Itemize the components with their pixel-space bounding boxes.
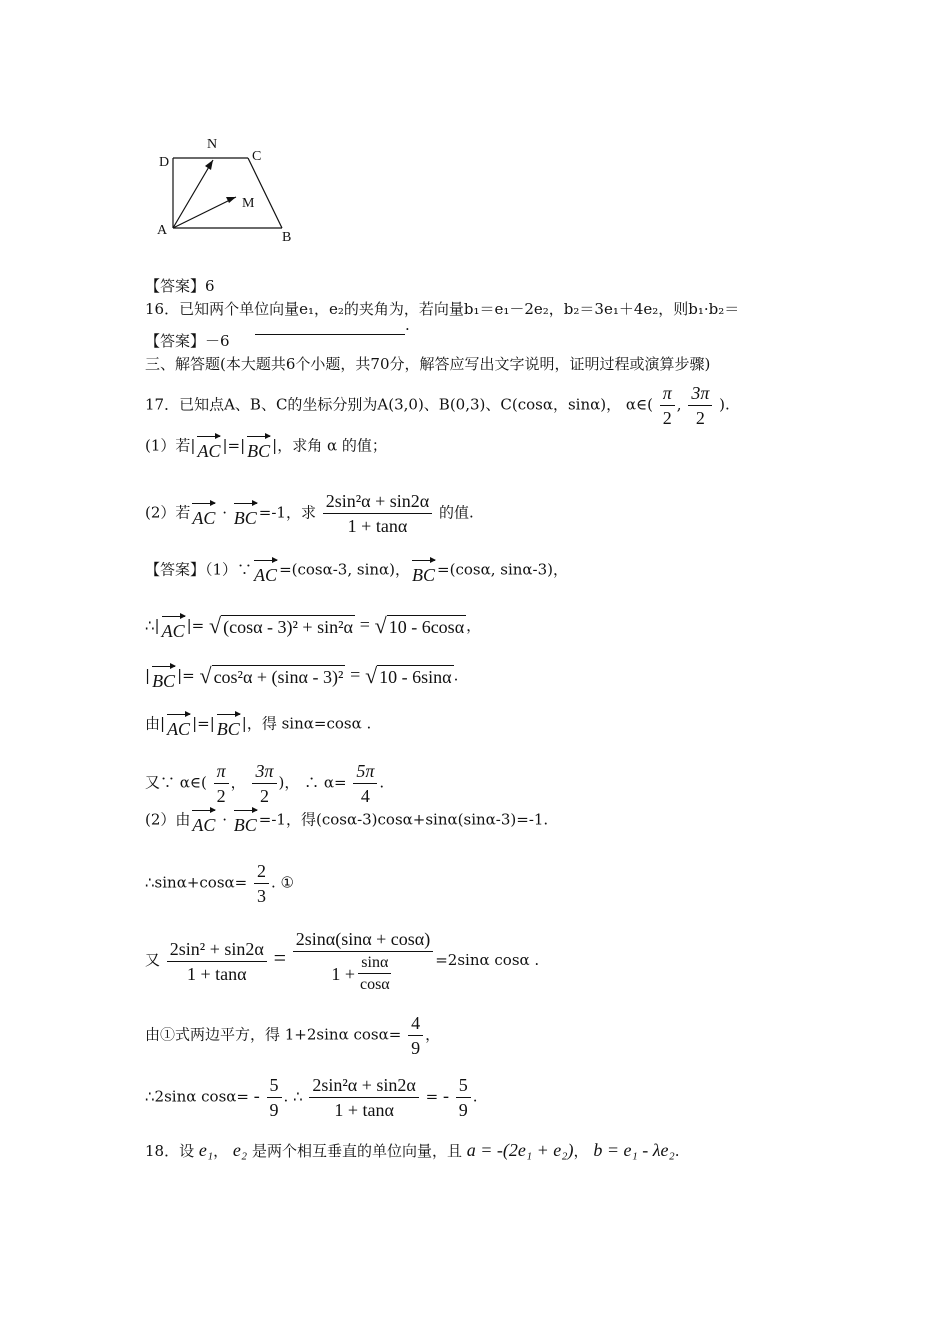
trapezoid-diagram [150,130,320,255]
answer-blank [255,320,405,335]
sqrt-expression: √ 10 - 6cosα [374,613,465,638]
label-b: B [282,230,292,245]
arrowhead-m [226,197,236,203]
vector-b-definition: b = e₁ - λe₂ [593,1140,675,1160]
q17-answer-line1: 【答案】（1）∵ AC =(cosα-3, sinα)， BC =(cosα, sinα-3)， [145,556,568,585]
symbol-e1: e₁ [198,1140,214,1160]
label-d: D [159,155,170,170]
q16-answer: 【答案】－6 [145,332,230,350]
q17-answer-line10: ∴2sinα cosα= - $\frac{5}{9}$ . ∴ $\frac{\text{2sin²α + sin2α}}{1 + \tan\alpha}$ = - $\frac{5}{9}$ . [145,1075,478,1120]
vector-bc: BC [247,432,270,461]
label-a: A [157,223,168,238]
symbol-e2: e₂ [232,1140,248,1160]
q16-text: 16．已知两个单位向量e₁，e₂的夹角为，若向量b₁＝e₁－2e₂，b₂＝3e₁＋4e₂，则b₁·b₂＝ [145,300,740,318]
label-c: C [252,149,262,164]
vector-bc: BC [234,806,257,835]
q15-answer: 【答案】6 [145,277,215,295]
q17-answer-line8: 又 $\frac{\text{2sin² + sin2α}}{1 + \tan\alpha}$ = 2sinα(sinα + cosα) 1 + $\frac{\sin\alpha}{\cos\alpha}$ =2sinα cosα . [145,929,540,993]
edge-cb [248,158,282,228]
q18-question: 18．设 e₁， e₂ 是两个相互垂直的单位向量，且 a = -(2e₁ + e₂)， b = e₁ - λe₂. [145,1140,680,1160]
vector-ac: AC [192,806,215,835]
q17-part2: (2）若 AC · BC =-1，求 $\frac{\text{2sin²α + sin2α}}{1 + \tan\alpha}$ 的值. [145,491,474,536]
q17-answer-line4: 由| AC |=| BC |，得 sinα=cosα . [145,710,371,739]
vector-bc: BC [217,710,240,739]
label-m: M [242,196,255,211]
vector-ac: AC [162,612,185,641]
q16-blank-line: . [145,315,410,335]
section-heading: 三、解答题(本大题共6个小题，共70分，解答应写出文字说明，证明过程或演算步骤) [145,355,711,373]
q17-answer-line6: (2）由 AC · BC =-1，得(cosα-3)cosα+sinα(sinα-3)=-1. [145,806,548,835]
arrowhead-n [205,160,213,170]
q17-answer-line7: ∴sinα+cosα= $\frac{2}{3}$ . ① [145,861,294,906]
fraction-pi-over-2: $\frac{\pi}{2}$ [660,382,675,429]
nested-fraction: 2sinα(sinα + cosα) 1 + $\frac{\sin\alpha}{\cos\alpha}$ [293,928,433,994]
vector-ac: AC [167,710,190,739]
label-n: N [207,137,218,152]
vector-ac: AC [192,499,215,528]
vector-a-definition: a = -(2e₁ + e₂) [466,1140,574,1160]
vector-bc: BC [412,556,435,585]
q17-answer-line5: 又∵ α∈( $\frac{\pi}{2}$ ， $\frac{3\pi}{2}$ )， ∴ α= $\frac{5\pi}{4}$ . [145,761,385,806]
fraction-3pi-over-2: $\frac{3\pi}{2}$ [688,382,712,429]
q17-answer-line3: | BC |= √ cos²α + (sinα - 3)² = √ 10 - 6sinα . [145,663,459,691]
sqrt-expression: √ (cosα - 3)² + sin²α [209,613,353,638]
q17-part1: (1）若| AC |=| BC |，求角 α 的值； [145,432,387,461]
q17-stem: 17．已知点A、B、C的坐标分别为A(3,0)、B(0,3)、C(cosα，sinα)， α∈( $\frac{\pi}{2}$ , $\frac{3\pi}{2}$ ). [145,383,730,428]
vector-bc: BC [152,662,175,691]
q17-answer-line2: ∴| AC |= √ (cosα - 3)² + sin²α = √ 10 - 6cosα ， [145,613,482,641]
vector-ac: AC [197,432,220,461]
sqrt-expression: √ cos²α + (sinα - 3)² [199,663,344,688]
sqrt-expression: √ 10 - 6sinα [365,663,452,688]
vector-ac: AC [254,556,277,585]
fraction-expression: $\frac{\text{2sin²α + sin2α}}{1 + \tan\alpha}$ [323,490,432,537]
q17-answer-line9: 由①式两边平方，得 1+2sinα cosα= $\frac{4}{9}$ ， [145,1013,441,1058]
vector-bc: BC [234,499,257,528]
